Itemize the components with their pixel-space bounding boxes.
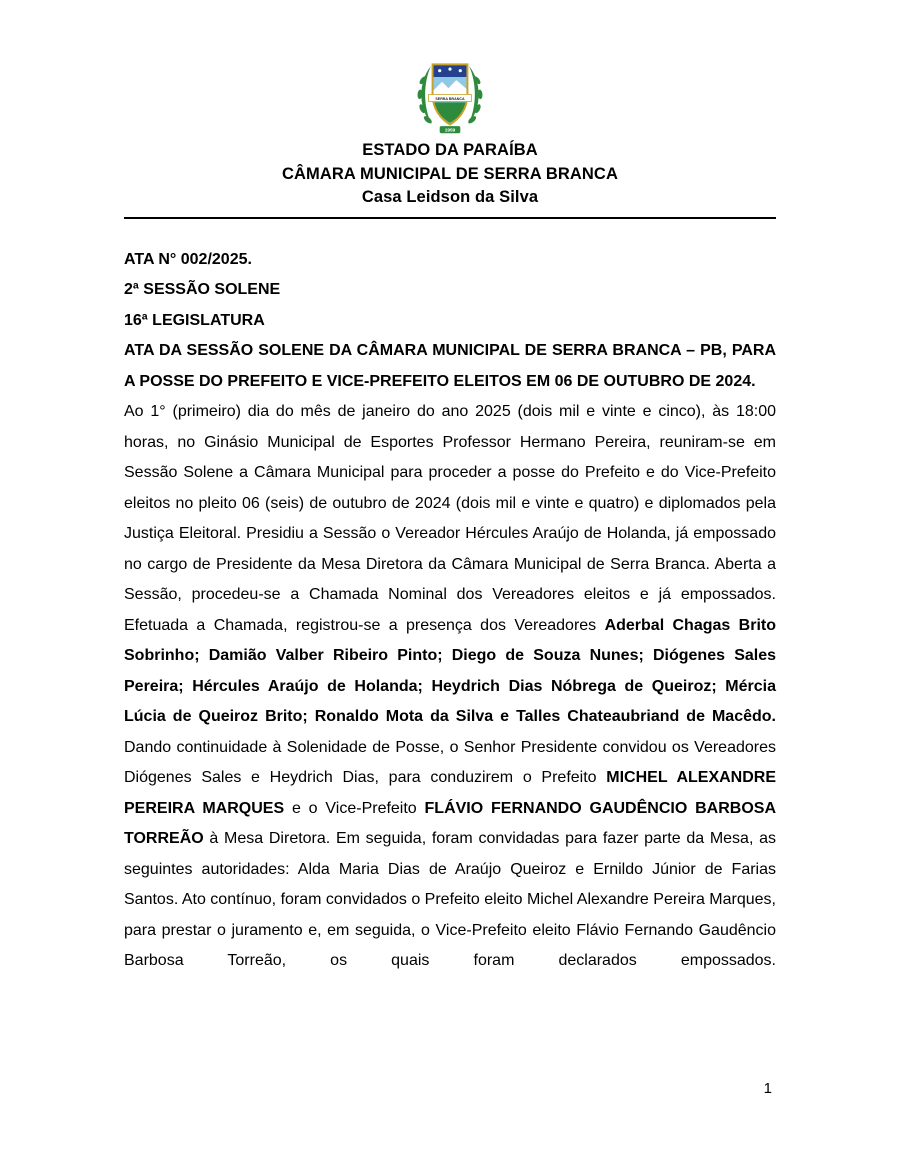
document-body (124, 245, 776, 977)
star-icon (438, 69, 441, 72)
ata-subject: ATA DA SESSÃO SOLENE DA CÂMARA MUNICIPAL DE SERRA BRANCA – PB, PARA A POSSE DO PREFEITO E VICE-PREFEITO ELEITOS EM 06 DE OUTUBRO DE 2024. (124, 342, 776, 390)
ata-number-line: ATA N° 002/2025. (124, 250, 252, 268)
header-house-line: Casa Leidson da Silva (361, 188, 539, 206)
star-icon (448, 68, 451, 71)
session-line: 2ª SESSÃO SOLENE (124, 281, 281, 298)
legislature-line: 16ª LEGISLATURA (124, 311, 265, 329)
bold-text-segment: MICHEL ALEXANDRE PEREIRA MARQUES (124, 769, 776, 817)
bold-text-segment: Aderbal Chagas Brito Sobrinho; Damião Valber Ribeiro Pinto; Diego de Souza Nunes; Diógenes Sales Pereira; Hércules Araújo de Holanda; Heydrich Dias Nóbrega de Queiroz; Mércia Lúcia de Queiroz Brito; Ronaldo Mota da Silva e Talles Chateaubriand de Macêdo. (124, 616, 776, 725)
coat-of-arms-icon (410, 58, 490, 134)
star-icon (459, 69, 462, 72)
document-header (0, 0, 900, 219)
bold-text-segment: FLÁVIO FERNANDO GAUDÊNCIO BARBOSA TORREÃO (124, 799, 776, 847)
shield-chief (433, 64, 468, 77)
ata-paragraph (124, 397, 776, 977)
text-segment: Ao 1° (primeiro) dia do mês de janeiro do ano 2025 (dois mil e vinte e cinco), às 18:00 horas, no Ginásio Municipal de Esportes Professor Hermano Pereira, reuniram-se em Sessão Solene a Câmara Municipal para proceder a posse do Prefeito e do Vice-Prefeito eleitos no pleito 06 (seis) de outubro de 2024 (dois mil e vinte e quatro) e diplomados pela Justiça Eleitoral. Presidiu a Sessão o Vereador Hércules Araújo de Holanda, já empossado no cargo de Presidente da Mesa Diretora da Câmara Municipal de Serra Branca. Aberta a Sessão, procedeu-se a Chamada Nominal dos Vereadores eleitos e já empossados. Efetuada a Chamada, registrou-se a presença dos Vereadores (124, 403, 776, 634)
header-divider (124, 217, 776, 219)
year-text: 1959 (444, 128, 456, 134)
header-state-line: ESTADO DA PARAÍBA (362, 141, 538, 159)
page-number: 1 (763, 1080, 772, 1097)
header-chamber-line: CÂMARA MUNICIPAL DE SERRA BRANCA (282, 164, 618, 183)
text-segment: à Mesa Diretora. Em seguida, foram convidadas para fazer parte da Mesa, as seguintes autoridades: Alda Maria Dias de Araújo Queiroz e Ernildo Júnior de Farias Santos. Ato contínuo, foram convidados o Prefeito eleito Michel Alexandre Pereira Marques, para prestar o juramento e, em seguida, o Vice-Prefeito eleito Flávio Fernando Gaudêncio Barbosa Torreão, os quais foram declarados empossados. (124, 830, 776, 969)
text-segment: e o Vice-Prefeito (284, 799, 425, 817)
banner-text: SERRA BRANCA (435, 96, 465, 101)
text-segment: Dando continuidade à Solenidade de Posse, o Senhor Presidente convidou os Vereadores Diógenes Sales e Heydrich Dias, para conduzirem o Prefeito (124, 738, 776, 786)
